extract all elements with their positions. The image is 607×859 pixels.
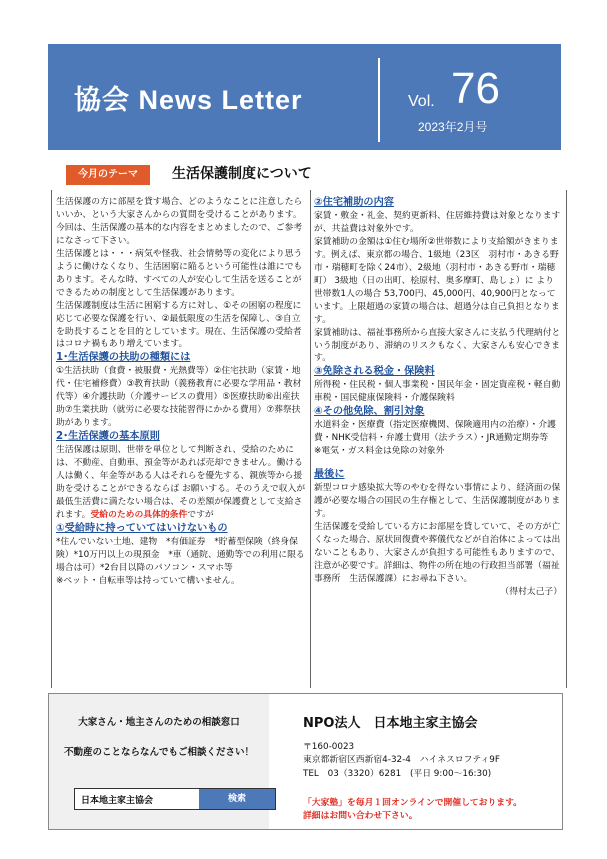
right-column (314, 196, 562, 599)
highlight-text: 受給のための具体的条件 (90, 509, 188, 520)
section-body: 所得税・住民税・個人事業税・国民年金・固定資産税・軽自動車税・国民健康保険料・介護保険料 (314, 380, 561, 404)
intro-paragraph: 生活保護とは・・・病気や怪我、社会情勢等の変化により思うように働けなくなり、生活困窮に陥るという可能性は誰にでもあります。そんな時、すべての人が安心して生活を送ることができるための制度として生活保護があります。 (56, 248, 303, 298)
section-body: 生活保護を受給している方にお部屋を貸していて、その方が亡くなった場合、原状回復費や葬儀代などが自治体によっては出ないこともあり、大家さんが負担する可能性もありますので、注意が必要です。詳細は、物件の所在地の行政担当部署（福祉事務所 生活保護課）にお尋ね下さい。 (314, 522, 561, 584)
section-note: ※電気・ガス料金は免除の対象外 (314, 446, 445, 457)
search-button[interactable]: 検索 (199, 789, 275, 809)
issue-date: 2023年2月号 (418, 120, 488, 134)
search-input[interactable] (75, 789, 199, 809)
theme-tag: 今月のテーマ (66, 165, 150, 185)
section-body: ①生活扶助（食費・被服費・光熱費等）②住宅扶助（家賃・地代・住宅補修費）③教育扶助（義務教育に必要な学用品・教材代等）④介護扶助（介護サービスの費用）⑤医療扶助⑥出産扶助⑦生業扶助（就労に必要な技能習得にかかる費用）⑦葬祭扶助があります。 (56, 366, 302, 429)
search-box (74, 788, 276, 810)
section-heading: ④その他免除、割引対象 (314, 406, 425, 418)
section-body-text: 生活保護は原則、世帯を単位として判断され、受給のためには、不動産、自動車、預金等があれば売却できません。働ける人は働く、年金等がある人はそれらを優先する、親族等から援助を受けることができるならば お願いする。そのうえで収入が最低生活費に満たない場合は、その差額が保護費として支給されます。 (56, 445, 306, 520)
section-heading: ①受給時に持っていてはいけないもの (56, 522, 228, 534)
contact-footer (48, 693, 563, 830)
section-body: 家賃補助は、福祉事務所から直接大家さんに支払う代理納付という制度があり、滞納のリスクもなく、大家さんも安心できます。 (314, 327, 561, 364)
volume-label: Vol. (408, 93, 435, 110)
event-notice (303, 797, 522, 823)
consultation-panel (49, 694, 269, 829)
organization-name: NPO法人 日本地主家主協会 (303, 716, 478, 731)
event-notice-line: 「大家塾」を毎月１回オンラインで開催しております。 (303, 798, 522, 808)
header-divider (378, 58, 380, 142)
section-body: 新型コロナ感染拡大等のやむを得ない事情により、経済面の保護が必要な場合の国民の生存権として、生活保護制度があります。 (314, 483, 561, 520)
address: 東京都新宿区西新宿4-32-4 ハイネスロフティ9F (303, 755, 500, 765)
section-body-tail: ですが (187, 509, 214, 520)
telephone: TEL 03（3320）6281 (平日 9:00～16:30) (303, 769, 492, 779)
right-column-rule (566, 190, 567, 688)
section-body (56, 444, 308, 522)
section-body: 家賃・敷金・礼金、契約更新料、住居維持費は対象となりますが、共益費は対象外です。 (314, 211, 561, 234)
author-signature: （得村太己子） (500, 586, 562, 597)
theme-title: 生活保護制度について (172, 166, 312, 182)
section-heading: 1･生活保護の扶助の種類には (56, 352, 191, 364)
spacer (314, 458, 562, 468)
section-heading: ③免除される税金・保険料 (314, 366, 435, 378)
newsletter-title: 協会 News Letter (74, 85, 303, 115)
intro-paragraph: 生活保護制度は生活に困窮する方に対し、①その困窮の程度に応じて必要な保護を行い、②最低限度の生活を保障し、③自立を助長することを目的としています。現在、生活保護の受給者はコロナ禍もあり増えています。 (56, 300, 302, 350)
consultation-subheading: 不動産のことならなんでもご相談ください！ (63, 747, 254, 758)
consultation-heading: 大家さん・地主さんのための相談窓口 (78, 717, 240, 728)
intro-paragraph: 生活保護の方に部屋を貸す場合、どのようなことに注意したらいいか、という大家さんからの質問を受けることがあります。今回は、生活保護の基本的な内容をまとめましたので、ご参考になさって下さい。 (56, 197, 303, 246)
section-heading: 最後に (314, 469, 345, 481)
event-notice-line: 詳細はお問い合わせ下さい。 (303, 811, 418, 821)
center-column-rule (310, 190, 311, 688)
newsletter-header (48, 44, 561, 150)
section-heading: ②住宅補助の内容 (314, 197, 394, 208)
section-note: ※ペット・自転車等は持っていて構いません。 (56, 575, 240, 586)
section-heading: 2･生活保護の基本原則 (56, 431, 160, 443)
volume-number: 76 (451, 64, 500, 113)
section-body: 家賃補助の金額は①住む場所②世帯数により支給額がきまります。例えば、東京都の場合、1級地（23区 羽村市・あきる野市・瑞穂町を除く24市）、2級地（羽村市・あきる野市・瑞穂町） 3級地（日の出町、桧原村、奥多摩町、島しょ）に より世帯数1人の場合 53,700円、45,000円、40,900円となっています。上限超過の家賃の場合は、超過分は自己負担となります。 (314, 236, 560, 325)
left-column-rule (51, 190, 52, 688)
section-body: *住んでいない土地、建物 *有価証券 *貯蓄型保険（終身保険）*10万円以上の現預金 *車（通院、通勤等での利用に限る場合は可）*2台目以降のパソコン・スマホ等 (56, 536, 305, 573)
left-column (56, 196, 308, 588)
postal-code: 〒160-0023 (303, 742, 355, 752)
section-body: 水道料金・医療費（指定医療機関、保険適用内の治療）・介護費・NHK受信料・弁護士費用（法テラス）・JR通勤定期券等 (314, 420, 556, 444)
